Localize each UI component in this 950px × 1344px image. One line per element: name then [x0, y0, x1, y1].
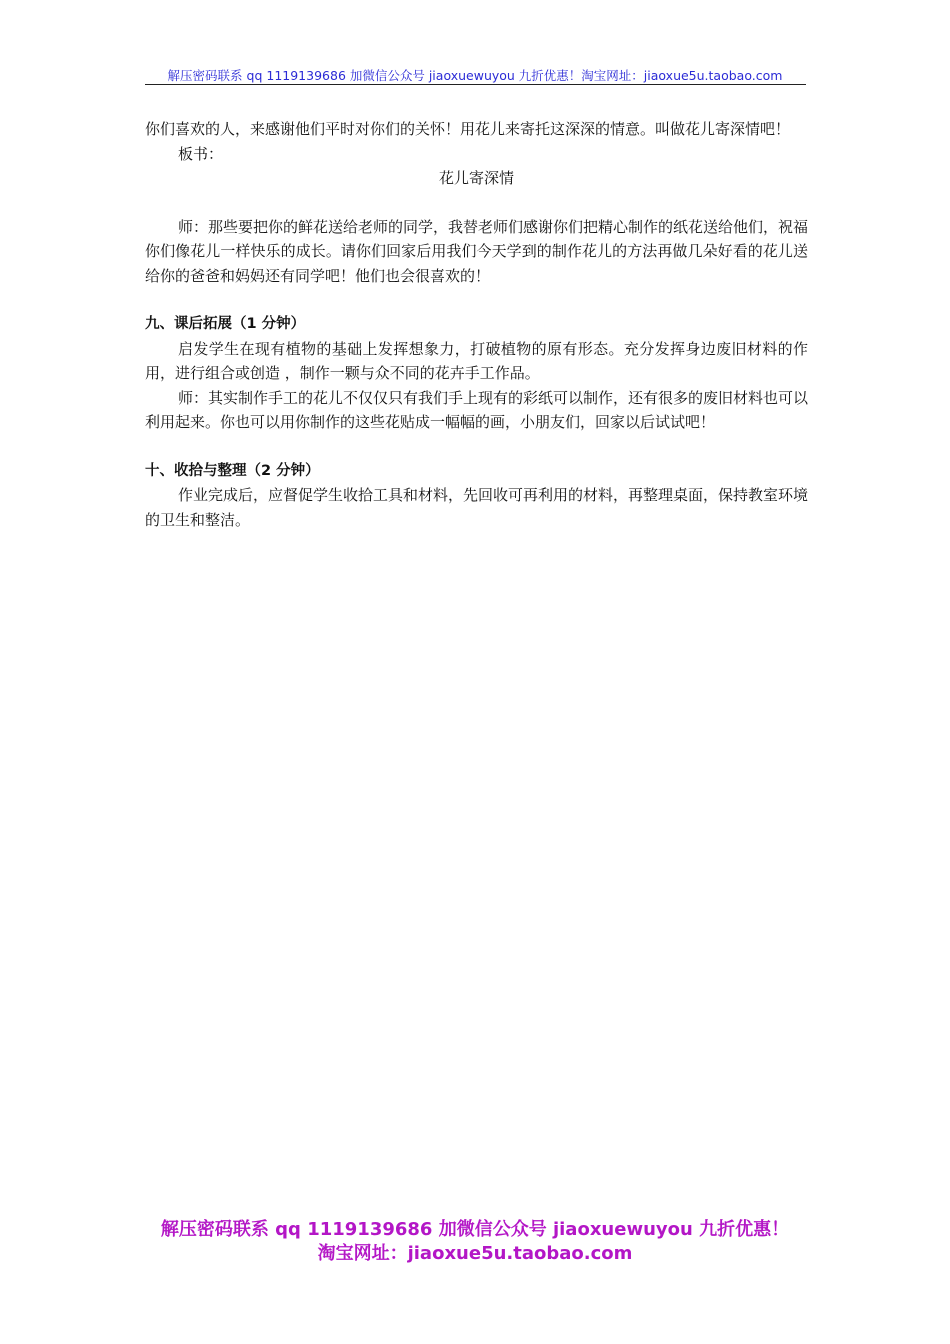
- section-9-paragraph-2: 师：其实制作手工的花儿不仅仅只有我们手上现有的彩纸可以制作，还有很多的废旧材料也可以利用起来。你也可以用你制作的这些花贴成一幅幅的画，小朋友们，回家以后试试吧！: [145, 388, 809, 431]
- paragraph-intro: 你们喜欢的人，来感谢他们平时对你们的关怀！用花儿来寄托这深深的情意。叫做花儿寄深情吧！: [145, 120, 791, 138]
- footer-line-1: 解压密码联系 qq 1119139686 加微信公众号 jiaoxuewuyou 九折优惠！: [160, 1219, 790, 1240]
- paragraph-teacher-closing: 师：那些要把你的鲜花送给老师的同学，我替老师们感谢你们把精心制作的纸花送给他们，祝福你们像花儿一样快乐的成长。请你们回家后用我们今天学到的制作花儿的方法再做几朵好看的花儿送给你的爸爸和妈妈还有同学吧！他们也会很喜欢的！: [145, 217, 809, 285]
- header-divider: [145, 84, 806, 85]
- board-title: 花儿寄深情: [438, 169, 514, 187]
- board-label: 板书：: [178, 144, 224, 163]
- section-10-heading: 十、收拾与整理（2 分钟）: [145, 462, 320, 479]
- footer-line-2: 淘宝网址：jiaoxue5u.taobao.com: [317, 1243, 633, 1264]
- spacer: [145, 288, 808, 312]
- document-body: [145, 117, 808, 532]
- page-header-banner: 解压密码联系 qq 1119139686 加微信公众号 jiaoxuewuyou 九折优惠！淘宝网址：jiaoxue5u.taobao.com: [167, 68, 783, 83]
- section-10-paragraph-1: 作业完成后，应督促学生收拾工具和材料，先回收可再利用的材料，再整理桌面，保持教室环境的卫生和整洁。: [145, 486, 809, 529]
- section-9-paragraph-1: 启发学生在现有植物的基础上发挥想象力，打破植物的原有形态。充分发挥身边废旧材料的作用，进行组合或创造 ，制作一颗与众不同的花卉手工作品。: [145, 339, 808, 382]
- section-9-heading: 九、课后拓展（1 分钟）: [145, 316, 306, 332]
- spacer: [145, 191, 808, 215]
- page-footer-banner: [0, 1218, 950, 1266]
- spacer: [145, 435, 808, 459]
